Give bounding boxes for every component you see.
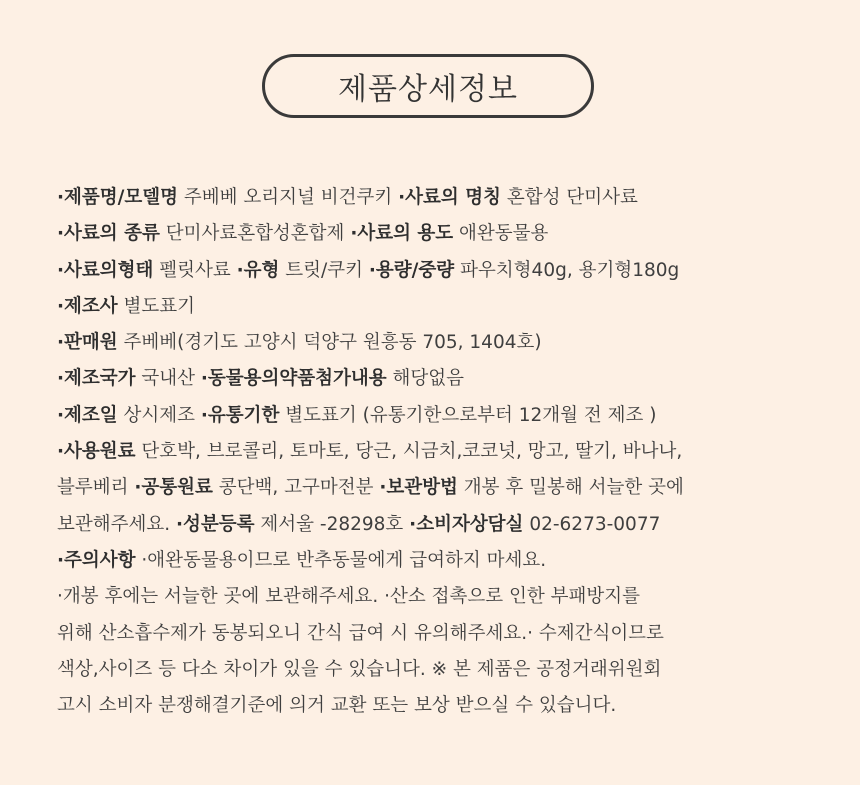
info-line (57, 434, 847, 470)
info-label: ·유통기한 (200, 404, 280, 426)
info-value: 별도표기 (117, 295, 196, 317)
info-value: 파우치형40g, 용기형180g (454, 259, 680, 281)
info-label: ·보관방법 (379, 477, 458, 499)
info-line (57, 616, 847, 652)
info-value: 트릿/쿠키 (279, 259, 369, 281)
info-line (57, 470, 847, 506)
info-label: ·제조일 (57, 404, 118, 426)
info-value: 애완동물용 (453, 223, 549, 245)
info-value: 혼합성 단미사료 (500, 187, 638, 208)
info-value: 단미사료혼합성혼합제 (159, 223, 351, 245)
info-value: 주베베 오리지널 비건쿠키 (178, 187, 399, 208)
info-label: ·사용원료 (57, 441, 136, 463)
info-value: 보관해주세요. (57, 513, 176, 535)
info-label: ·소비자상담실 (409, 513, 524, 535)
info-line (57, 507, 847, 543)
info-value: 색상,사이즈 등 다소 차이가 있을 수 있습니다. ※ 본 제품은 공정거래위원회 (57, 658, 662, 680)
info-line (57, 180, 847, 216)
info-line (57, 579, 847, 615)
page-title: 제품상세정보 (262, 54, 594, 118)
info-label: ·제조사 (57, 295, 118, 317)
info-line (57, 325, 847, 361)
info-line (57, 361, 847, 397)
product-info-list (57, 180, 847, 724)
info-line (57, 398, 847, 434)
info-value: 국내산 (135, 368, 201, 390)
info-value: 제서울 -28298호 (254, 513, 410, 535)
info-value: 블루베리 (57, 477, 135, 499)
info-line (57, 216, 847, 252)
info-value: 단호박, 브로콜리, 토마토, 당근, 시금치,코코넛, 망고, 딸기, 바나나, (135, 441, 683, 463)
info-label: ·판매원 (57, 332, 118, 354)
info-value: 개봉 후 밀봉해 서늘한 곳에 (457, 477, 684, 499)
info-value: 별도표기 (유통기한으로부터 12개월 전 제조 ) (279, 404, 657, 426)
info-value: 위해 산소흡수제가 동봉되오니 간식 급여 시 유의해주세요.· 수제간식이므로 (57, 622, 664, 644)
info-label: ·제품명/모델명 (57, 187, 179, 208)
info-label: ·사료의형태 (57, 259, 154, 281)
info-label: ·성분등록 (176, 513, 255, 535)
info-value: 02-6273-0077 (523, 513, 661, 535)
info-value: 상시제조 (117, 404, 201, 426)
info-line (57, 688, 847, 724)
info-line (57, 543, 847, 579)
info-label: ·동물용의약품첨가내용 (200, 368, 387, 390)
info-label: ·주의사항 (57, 549, 136, 571)
info-line (57, 652, 847, 688)
info-value: ·개봉 후에는 서늘한 곳에 보관해주세요. ·산소 접촉으로 인한 부패방지를 (57, 586, 640, 608)
info-label: ·공통원료 (134, 477, 213, 499)
info-label: ·용량/중량 (368, 259, 455, 281)
info-value: ·애완동물용이므로 반추동물에게 급여하지 마세요. (135, 549, 547, 571)
info-value: 고시 소비자 분쟁해결기준에 의거 교환 또는 보상 받으실 수 있습니다. (57, 695, 617, 717)
info-label: ·사료의 용도 (350, 223, 454, 245)
info-value: 펠릿사료 (153, 259, 237, 281)
info-line (57, 253, 847, 289)
info-label: ·사료의 종류 (57, 223, 160, 245)
info-value: 주베베(경기도 고양시 덕양구 원흥동 705, 1404호) (117, 332, 542, 354)
info-value: 콩단백, 고구마전분 (212, 477, 380, 499)
info-label: ·유형 (236, 259, 280, 281)
info-label: ·제조국가 (57, 368, 136, 390)
info-label: ·사료의 명칭 (398, 187, 501, 208)
info-value: 해당없음 (386, 368, 465, 390)
info-line (57, 289, 847, 325)
